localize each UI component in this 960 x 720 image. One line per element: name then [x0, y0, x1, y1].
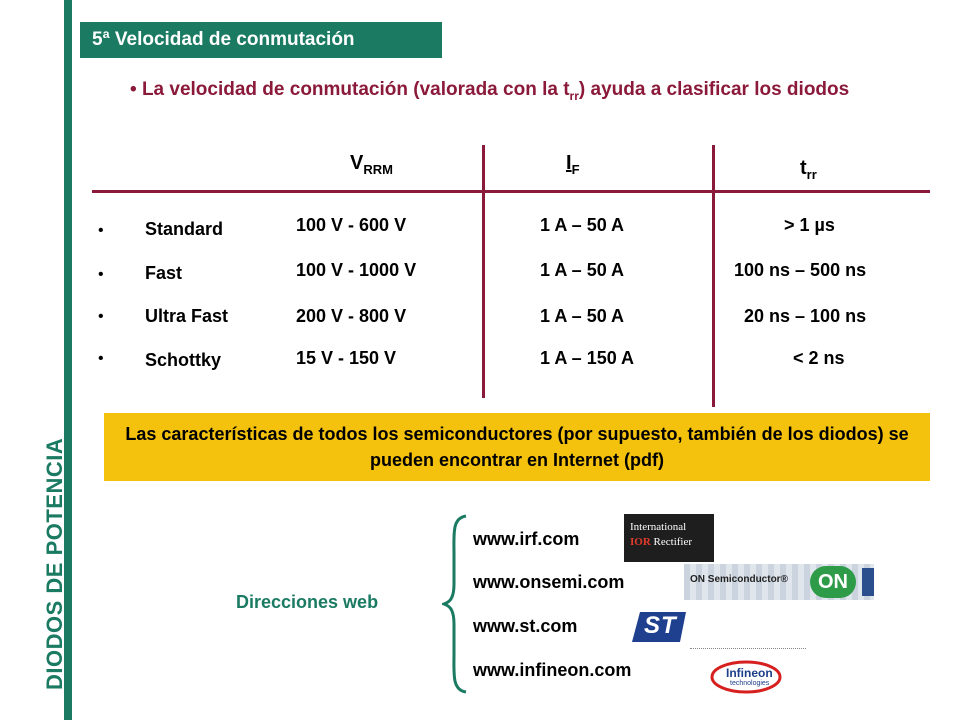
link-infineon[interactable]: www.infineon.com — [473, 660, 632, 680]
side-title: DIODOS DE POTENCIA — [42, 437, 67, 690]
st-logo-text: ST — [644, 612, 677, 639]
web-label: Direcciones web — [236, 592, 379, 612]
logo-divider — [690, 640, 806, 649]
row-if: 1 A – 150 A — [540, 348, 635, 368]
row-bullet: • — [98, 222, 104, 239]
row-name: Fast — [145, 263, 183, 283]
row-trr: 100 ns – 500 ns — [734, 260, 867, 280]
row-vrrm: 200 V - 800 V — [296, 306, 407, 326]
onsemi-logo — [684, 564, 874, 600]
intro-subscript: rr — [569, 88, 579, 103]
intro-text-before: La velocidad de conmutación (valorada con la t — [141, 79, 570, 100]
irf-logo — [624, 514, 714, 562]
infineon-logo — [708, 658, 784, 696]
row-if: 1 A – 50 A — [540, 306, 625, 326]
irf-logo-ior: IOR — [630, 536, 651, 548]
onsemi-badge: ON — [810, 566, 856, 598]
row-trr: > 1 µs — [784, 215, 835, 235]
intro-paragraph — [130, 76, 850, 110]
row-name: Standard — [145, 219, 224, 239]
row-vrrm: 15 V - 150 V — [296, 348, 397, 368]
header-if — [566, 152, 580, 177]
table-header-divider — [92, 190, 930, 193]
link-st[interactable]: www.st.com — [473, 616, 578, 636]
intro-bullet: • — [130, 79, 137, 100]
infineon-logo-sub: technologies — [730, 680, 770, 687]
header-vrrm — [350, 152, 393, 177]
table-column-divider-2 — [712, 145, 715, 407]
table-column-divider-1 — [482, 145, 485, 398]
info-note: Las características de todos los semiconductores (por supuesto, también de los diodos) se pueden encontrar en Internet (pdf) — [104, 413, 930, 481]
link-irf[interactable]: www.irf.com — [473, 529, 580, 549]
row-bullet: • — [98, 266, 104, 283]
row-vrrm: 100 V - 600 V — [296, 215, 407, 235]
row-bullet: • — [98, 350, 104, 367]
curly-brace-icon — [442, 514, 470, 694]
intro-text-after: ) ayuda a clasificar los diodos — [578, 79, 850, 100]
header-if-sub: F — [571, 162, 580, 177]
row-trr: 20 ns – 100 ns — [744, 306, 867, 326]
header-if-main: I — [566, 152, 572, 174]
irf-logo-rectifier: Rectifier — [653, 536, 693, 548]
header-trr — [800, 157, 817, 182]
onsemi-logo-stripe — [862, 568, 874, 596]
irf-logo-line2 — [630, 534, 708, 550]
row-bullet: • — [98, 308, 104, 325]
row-if: 1 A – 50 A — [540, 215, 625, 235]
irf-logo-line1: International — [630, 521, 687, 533]
header-vrrm-main: V — [350, 152, 364, 174]
header-trr-main: t — [800, 157, 807, 179]
row-vrrm: 100 V - 1000 V — [296, 260, 417, 280]
header-vrrm-sub: RRM — [363, 162, 393, 177]
row-name: Schottky — [145, 350, 222, 370]
onsemi-logo-text: ON Semiconductor® — [690, 574, 788, 585]
st-logo — [632, 610, 686, 644]
infineon-logo-text: Infineon — [726, 666, 773, 680]
section-title: 5ª Velocidad de conmutación — [80, 22, 442, 58]
header-trr-sub: rr — [806, 167, 817, 182]
row-if: 1 A – 50 A — [540, 260, 625, 280]
link-onsemi[interactable]: www.onsemi.com — [473, 572, 625, 592]
row-name: Ultra Fast — [145, 306, 229, 326]
row-trr: < 2 ns — [793, 348, 845, 368]
